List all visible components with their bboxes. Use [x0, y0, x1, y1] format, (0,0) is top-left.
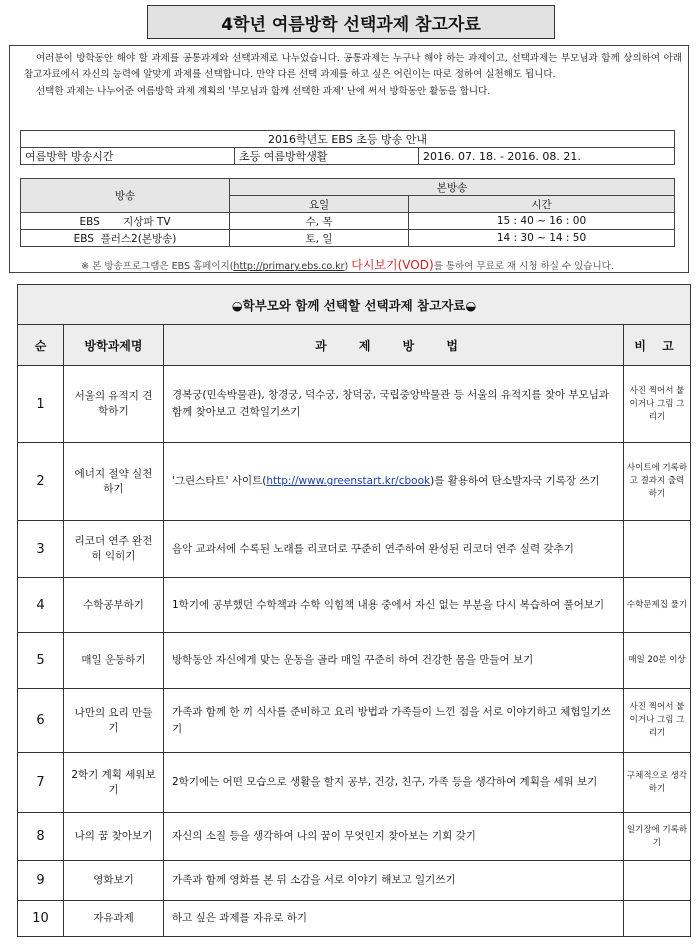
row-note: 사진 찍어서 붙이거나 그림 그리기 — [624, 366, 691, 443]
table-row — [18, 578, 691, 633]
row-no: 9 — [18, 861, 64, 901]
channel-name: EBS 지상파 TV — [21, 213, 230, 230]
row-name: 매일 운동하기 — [64, 633, 164, 689]
table-row — [18, 861, 691, 901]
row-no: 1 — [18, 366, 64, 443]
row-name: 에너지 절약 실천하기 — [64, 443, 164, 521]
intro-text — [24, 51, 682, 100]
row-method: 하고 싶은 과제를 자유로 하기 — [164, 901, 624, 937]
broadcast-note — [20, 256, 675, 273]
row-method: 자신의 소질 등을 생각하여 나의 꿈이 무엇인지 찾아보는 기회 갖기 — [164, 813, 624, 861]
page-title: 4학년 여름방학 선택과제 참고자료 — [147, 5, 555, 39]
row-method: 음악 교과서에 수록된 노래를 리코더로 꾸준히 연주하여 완성된 리코더 연주 실력 갖추기 — [164, 521, 624, 578]
col-broadcast: 방송 — [21, 179, 230, 213]
ebs-homepage-link[interactable]: http://primary.ebs.co.kr — [233, 261, 345, 272]
row-note: 일기장에 기록하기 — [624, 813, 691, 861]
row-note: 구체적으로 생각하기 — [624, 753, 691, 813]
assignment-table — [17, 284, 691, 937]
row-no: 2 — [18, 443, 64, 521]
row-name: 나만의 요리 만들기 — [64, 689, 164, 753]
table-row — [18, 689, 691, 753]
channel-name: EBS 플러스2(본방송) — [21, 230, 230, 247]
row-method: 가족과 함께 영화를 본 뒤 소감을 서로 이야기 해보고 일기쓰기 — [164, 861, 624, 901]
row-name: 영화보기 — [64, 861, 164, 901]
row-method: 가족과 함께 한 끼 식사를 준비하고 요리 방법과 가족들이 느낀 점을 서로 이야기하고 체험일기쓰기 — [164, 689, 624, 753]
header-note: 비 고 — [624, 325, 691, 366]
header-name: 방학과제명 — [64, 325, 164, 366]
intro-paragraph-1: 여러분이 방학동안 해야 할 과제를 공통과제와 선택과제로 나누었습니다. 공통과제는 누구나 해야 하는 과제이고, 선택과제는 부모님과 함께 상의하여 아래 참고자료에서 자신의 능력에 알맞게 과제를 선택합니다. 만약 다른 선택 과제를 하고 싶은 어린이는 따로 정하여 실천해도 됩니다. — [24, 53, 682, 80]
greenstart-link[interactable]: http://www.greenstart.kr/cbook — [266, 475, 431, 487]
row-method: 방학동안 자신에게 맞는 운동을 골라 매일 꾸준히 하여 건강한 몸을 만들어 보기 — [164, 633, 624, 689]
row-name: 자유과제 — [64, 901, 164, 937]
row-no: 8 — [18, 813, 64, 861]
row-method — [164, 443, 624, 521]
row-name: 수학공부하기 — [64, 578, 164, 633]
row-note: 사진 찍어서 붙이거나 그림 그리기 — [624, 689, 691, 753]
table-caption: ◒학부모와 함께 선택할 선택과제 참고자료◒ — [18, 285, 691, 325]
note-text-after: 를 통하여 무료로 재 시청 하실 수 있습니다. — [433, 261, 614, 272]
method-text-after: )를 활용하여 탄소발자국 기록장 쓰기 — [430, 475, 600, 487]
broadcast-info-table — [20, 130, 675, 165]
broadcast-time-label: 여름방학 방송시간 — [21, 148, 235, 165]
row-no: 6 — [18, 689, 64, 753]
row-note — [624, 521, 691, 578]
table-row — [18, 366, 691, 443]
table-row — [18, 813, 691, 861]
row-note: 수학문제집 풀기 — [624, 578, 691, 633]
row-note: 사이트에 기록하고 결과지 출력하기 — [624, 443, 691, 521]
channel-time: 15 : 40 ~ 16 : 00 — [409, 213, 675, 230]
row-no: 3 — [18, 521, 64, 578]
row-note — [624, 901, 691, 937]
header-no: 순 — [18, 325, 64, 366]
row-note — [624, 861, 691, 901]
table-row — [18, 753, 691, 813]
schedule-row — [21, 213, 675, 230]
col-main-broadcast: 본방송 — [230, 179, 675, 196]
row-no: 4 — [18, 578, 64, 633]
vod-highlight: 다시보기(VOD) — [351, 258, 434, 272]
row-no: 7 — [18, 753, 64, 813]
row-no: 10 — [18, 901, 64, 937]
row-name: 2학기 계획 세워보기 — [64, 753, 164, 813]
col-day: 요일 — [230, 196, 409, 213]
row-name: 나의 꿈 찾아보기 — [64, 813, 164, 861]
col-time: 시간 — [409, 196, 675, 213]
note-text-mid: ) — [344, 261, 352, 272]
table-row — [18, 633, 691, 689]
row-name: 리코더 연주 완전히 익히기 — [64, 521, 164, 578]
method-text-before: '그린스타트' 사이트( — [172, 475, 267, 487]
table-row — [18, 521, 691, 578]
channel-time: 14 : 30 ~ 14 : 50 — [409, 230, 675, 247]
schedule-row — [21, 230, 675, 247]
intro-paragraph-2: 선택한 과제는 나누어준 여름방학 과제 계획의 '부모님과 함께 선택한 과제' 난에 써서 방학동안 활동을 합니다. — [36, 86, 491, 97]
row-no: 5 — [18, 633, 64, 689]
row-method: 경복궁(민속박물관), 창경궁, 덕수궁, 창덕궁, 국립중앙박물관 등 서울의 유적지를 찾아 부모님과 함께 찾아보고 견학일기쓰기 — [164, 366, 624, 443]
header-method: 과 제 방 법 — [164, 325, 624, 366]
broadcast-period: 2016. 07. 18. - 2016. 08. 21. — [419, 148, 675, 165]
row-note: 매일 20분 이상 — [624, 633, 691, 689]
broadcast-header: 2016학년도 EBS 초등 방송 안내 — [21, 131, 675, 148]
row-method: 1학기에 공부했던 수학책과 수학 익힘책 내용 중에서 자신 없는 부분을 다시 복습하여 풀어보기 — [164, 578, 624, 633]
note-text-before: ※ 본 방송프로그램은 EBS 홈페이지( — [81, 261, 234, 272]
broadcast-program: 초등 여름방학생활 — [235, 148, 419, 165]
table-row — [18, 443, 691, 521]
channel-day: 토, 일 — [230, 230, 409, 247]
broadcast-schedule-table — [20, 178, 675, 247]
row-method: 2학기에는 어떤 모습으로 생활을 할지 공부, 건강, 친구, 가족 등을 생각하여 계획을 세워 보기 — [164, 753, 624, 813]
table-row — [18, 901, 691, 937]
channel-day: 수, 목 — [230, 213, 409, 230]
row-name: 서울의 유적지 견학하기 — [64, 366, 164, 443]
